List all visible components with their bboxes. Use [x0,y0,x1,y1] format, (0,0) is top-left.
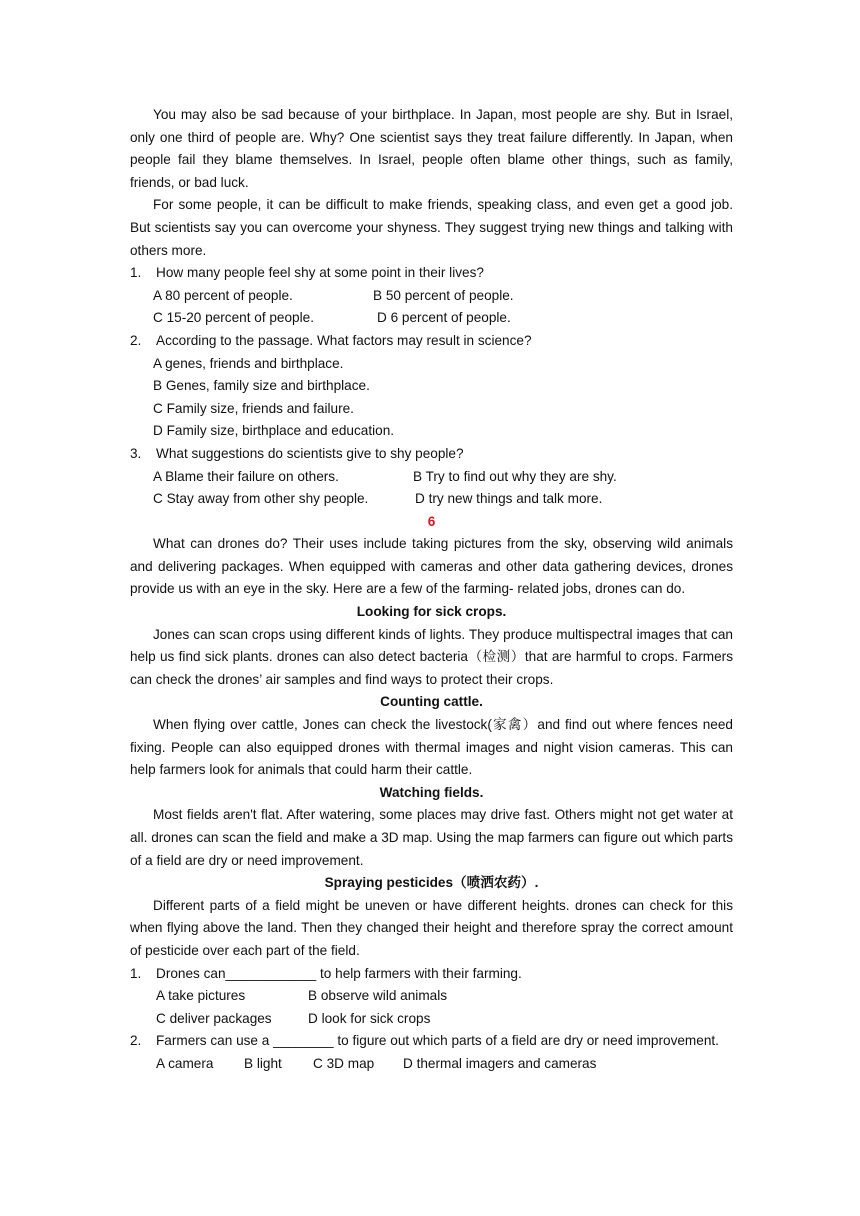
question-text: What suggestions do scientists give to shy people? [156,445,464,461]
question-text: How many people feel shy at some point in their lives? [156,265,484,281]
passage-paragraph: When flying over cattle, Jones can check the livestock(家禽）and find out where fences need fixing. People can also equipped drones with thermal images and night vision cameras. This can help farmers look for animals that could harm their cattle. [130,717,733,778]
section-heading: Counting cattle. [380,694,483,710]
passage-paragraph: What can drones do? Their uses include taking pictures from the sky, observing wild animals and delivering packages. When equipped with cameras and other data gathering devices, drones provide us with an eye in the sky. Here are a few of the farming- related jobs, drones can do. [130,536,733,597]
passage-paragraph: For some people, it can be difficult to make friends, speaking class, and even get a good job. But scientists say you can overcome your shyness. They suggest trying new things and talking with others more. [130,197,733,258]
section-heading: Watching fields. [379,784,484,800]
option-b: B 50 percent of people. [373,287,514,303]
question-item [130,330,733,353]
option-c: C 3D map [313,1055,375,1071]
option-d: D Family size, birthplace and education. [153,423,395,439]
question-number: 1. [130,265,142,281]
question-number: 3. [130,445,142,461]
question-text: Drones can____________ to help farmers with their farming. [156,965,522,981]
passage-paragraph: You may also be sad because of your birthplace. In Japan, most people are shy. But in Israel, only one third of people are. Why? One scientist says they treat failure differently. In Japan, when people fail they blame themselves. In Israel, people often blame other things, such as family, friends, or bad luck. [130,107,733,190]
option-c: C deliver packages [156,1010,272,1026]
question-text: According to the passage. What factors may result in science? [156,332,532,348]
question-number: 2. [130,332,142,348]
option-d: D 6 percent of people. [377,310,511,326]
passage-paragraph: Jones can scan crops using different kinds of lights. They produce multispectral images that can help us find sick plants. drones can also detect bacteria（检测）that are harmful to crops. Farmers can check the drones’ air samples and find ways to protect their crops. [130,626,733,687]
option-a: A 80 percent of people. [153,287,293,303]
option-row [130,1053,733,1076]
option-b: B Try to find out why they are shy. [413,468,617,484]
option-c: C 15-20 percent of people. [153,310,314,326]
option-a: A genes, friends and birthplace. [153,355,344,371]
section-heading: Looking for sick crops. [356,604,507,620]
question-item [130,963,733,986]
question-text: Farmers can use a ________ to figure out which parts of a field are dry or need improvement. [156,1033,719,1049]
option-row [130,488,733,511]
option-c: C Stay away from other shy people. [153,491,369,507]
option-c: C Family size, friends and failure. [153,400,354,416]
question-number: 1. [130,965,142,981]
section-heading: Spraying pesticides（喷洒农药）. [324,875,539,891]
option-row [130,985,733,1008]
option-row [130,466,733,489]
option-row [130,285,733,308]
question-item [130,1030,733,1053]
option-row [130,1008,733,1031]
passage-paragraph: Most fields aren't flat. After watering, some places may drive fast. Others might not get water at all. drones can scan the field and make a 3D map. Using the map farmers can figure out which parts of a field are dry or need improvement. [130,807,733,868]
option-d: D try new things and talk more. [415,491,603,507]
option-a: A Blame their failure on others. [153,468,339,484]
option-row [130,307,733,330]
option-b: B Genes, family size and birthplace. [153,378,370,394]
option-a: A camera [156,1055,214,1071]
option-a: A take pictures [156,988,246,1004]
question-number: 2. [130,1033,142,1049]
question-item [130,262,733,285]
question-item [130,443,733,466]
option-d: D look for sick crops [308,1010,431,1026]
option-d: D thermal imagers and cameras [403,1055,597,1071]
option-b: B light [244,1055,282,1071]
document-content [130,104,733,1076]
passage-paragraph: Different parts of a field might be uneven or have different heights. drones can check for this when flying above the land. Then they changed their height and therefore spray the correct amount of pesticide over each part of the field. [130,897,733,958]
option-b: B observe wild animals [308,988,448,1004]
section-number: 6 [427,513,436,529]
